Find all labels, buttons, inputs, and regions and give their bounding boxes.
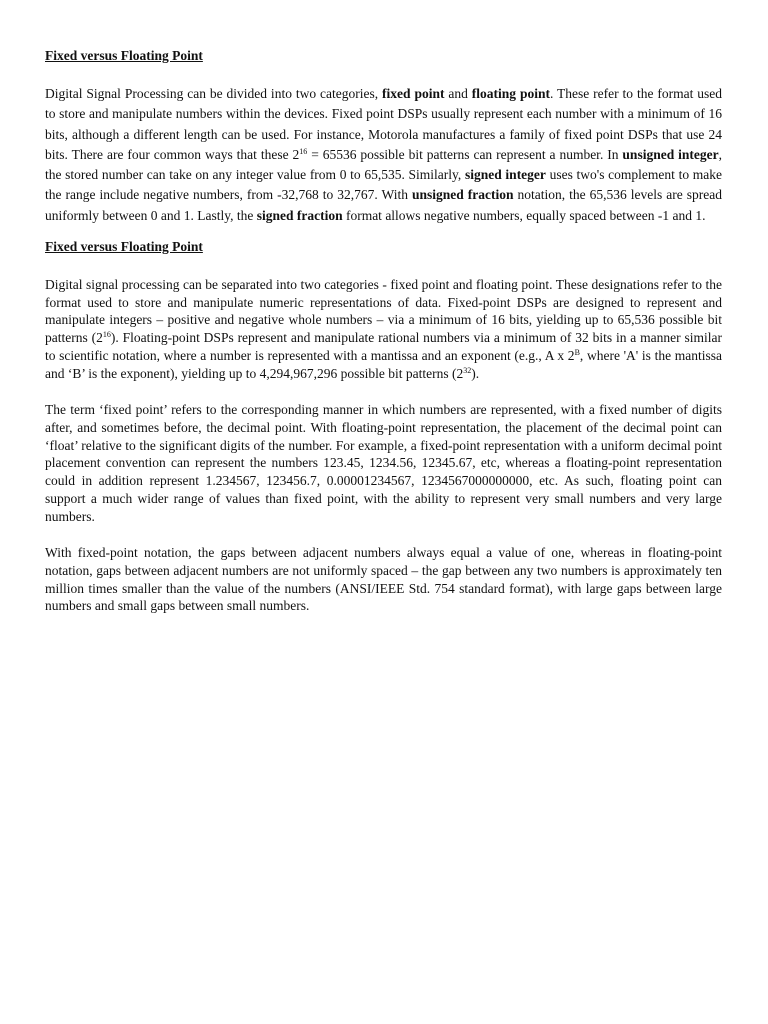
section-2-heading: Fixed versus Floating Point — [45, 239, 203, 255]
text-run: format allows negative numbers, equally spaced between -1 and 1. — [342, 207, 706, 223]
section-2-paragraph-2: The term ‘fixed point’ refers to the corresponding manner in which numbers are represented, with a fixed number of digits after, and sometimes before, the decimal point. With floating-point representation, the placement of the decimal point can ‘float’ relative to the significant digits of the number. For example, a fixed-point representation with a uniform decimal point placement convention can represent the numbers 123.45, 1234.56, 12345.67, etc, whereas a floating-point representation could in addition represent 1.234567, 123456.7, 0.00001234567, 1234567000000000, etc. As such, floating point can support a much wider range of values than fixed point, with the ability to represent very small numbers and very large numbers. — [45, 402, 722, 524]
section-2-paragraph-3: With fixed-point notation, the gaps between adjacent numbers always equal a value of one, whereas in floating-point notation, gaps between adjacent numbers are not uniformly spaced – the gap between any two numbers is approximately ten million times smaller than the value of the numbers (ANSI/IEEE Std. 754 standard format), with large gaps between large numbers and small gaps between small numbers. — [45, 545, 722, 614]
superscript-exponent: 16 — [102, 330, 111, 340]
text-run: , where 'A' is the mantissa and ‘B’ is the exponent), yielding up to 4,294,967,296 possible bit patterns (2 — [45, 347, 722, 381]
text-run: . These refer to the format used to store and manipulate numbers within the devices. Fixed point DSPs usually represent each number with a minimum of 16 bits, although a different length can be used. For instance, Motorola manufactures a family of fixed point DSPs that use 24 bits. There are four common ways that these 2 — [45, 86, 723, 162]
text-run: ). Floating-point DSPs represent and manipulate rational numbers via a minimum of 32 bits in a manner similar to scientific notation, where a number is represented with a mantissa and an exponent (e.g., A x 2 — [45, 330, 722, 363]
text-run: Digital signal processing can be separated into two categories - fixed point and floating point. These designations refer to the format used to store and manipulate numeric representations of data. Fixed-point DSPs are designed to represent and manipulate integers – positive and negative whole numbers – via a minimum of 16 bits, yielding up to 65,536 possible bit patterns (2 — [45, 277, 722, 346]
superscript-exponent: 32 — [463, 365, 472, 375]
term-signed-integer: signed integer — [464, 167, 546, 183]
text-run: Digital Signal Processing can be divided into two categories, — [45, 86, 383, 101]
text-run: notation, the 65,536 levels are spread uniformly between 0 and 1. Lastly, the — [45, 187, 722, 223]
section-2-paragraph-1 — [45, 276, 722, 382]
text-run: uses two's complement to make the range include negative numbers, from -32,768 to 32,767. With — [45, 167, 722, 203]
section-1-paragraph — [45, 84, 722, 226]
section-2 — [45, 238, 722, 615]
text-run: = 65536 possible bit patterns can represent a number. In — [307, 146, 623, 162]
section-1 — [45, 47, 722, 226]
text-run: , the stored number can take on any integer value from 0 to 65,535. Similarly, — [45, 146, 722, 183]
superscript-exponent: 16 — [299, 146, 308, 156]
section-1-heading: Fixed versus Floating Point — [45, 48, 203, 63]
text-run: and — [444, 86, 472, 101]
text-run: ). — [471, 365, 480, 381]
term-unsigned-fraction: unsigned fraction — [411, 187, 514, 203]
term-floating-point: floating point — [471, 86, 550, 101]
document-page — [45, 47, 722, 615]
term-unsigned-integer: unsigned integer — [622, 146, 719, 162]
term-signed-fraction: signed fraction — [256, 207, 343, 223]
term-fixed-point: fixed point — [382, 86, 445, 101]
superscript-exponent: B — [574, 347, 580, 357]
